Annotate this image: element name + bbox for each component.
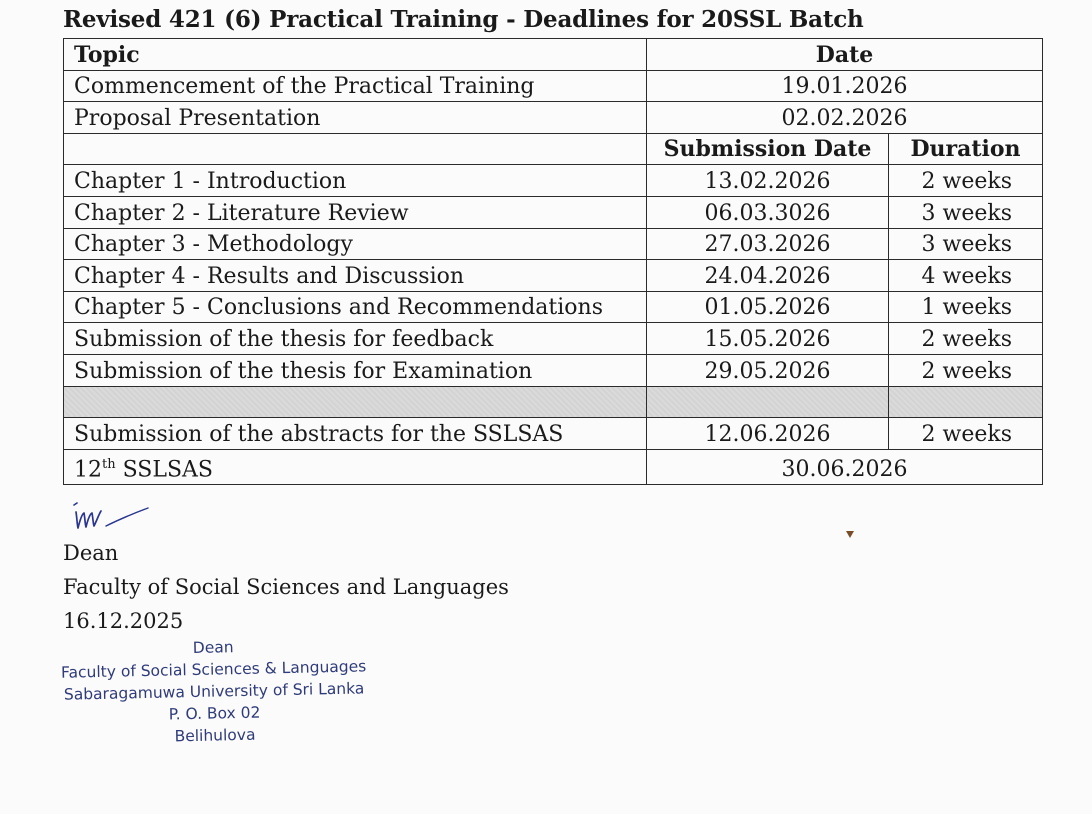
topic-cell: Submission of the thesis for feedback <box>64 323 647 355</box>
topic-cell: Submission of the abstracts for the SSLSAS <box>64 418 647 450</box>
topic-cell: Chapter 3 - Methodology <box>64 228 647 260</box>
ink-speck <box>846 531 854 538</box>
handwritten-signature <box>66 500 156 540</box>
date-cell: 19.01.2026 <box>647 70 1043 102</box>
topic-cell: Chapter 2 - Literature Review <box>64 196 647 228</box>
empty-topic-cell <box>64 133 647 165</box>
table-row <box>64 354 1043 386</box>
topic-cell: Commencement of the Practical Training <box>64 70 647 102</box>
duration-cell: 3 weeks <box>889 196 1043 228</box>
stamp-line: Dean <box>192 638 234 657</box>
submission-date-cell: 15.05.2026 <box>647 323 889 355</box>
date-cell: 02.02.2026 <box>647 102 1043 134</box>
topic-cell: Chapter 5 - Conclusions and Recommendations <box>64 291 647 323</box>
submission-date-cell: 27.03.2026 <box>647 228 889 260</box>
duration-cell: 4 weeks <box>889 260 1043 292</box>
signature-date: 16.12.2025 <box>63 609 184 633</box>
signatory-faculty: Faculty of Social Sciences and Languages <box>63 575 509 599</box>
shaded-cell <box>64 386 647 418</box>
submission-date-cell: 13.02.2026 <box>647 165 889 197</box>
stamp-line: Sabaragamuwa University of Sri Lanka <box>63 679 365 704</box>
table-row <box>64 260 1043 292</box>
duration-header: Duration <box>889 133 1043 165</box>
duration-cell: 3 weeks <box>889 228 1043 260</box>
submission-date-cell: 29.05.2026 <box>647 354 889 386</box>
table-row <box>64 291 1043 323</box>
table-row <box>64 102 1043 134</box>
topic-cell: Chapter 1 - Introduction <box>64 165 647 197</box>
date-cell: 30.06.2026 <box>647 449 1043 484</box>
duration-cell: 1 weeks <box>889 291 1043 323</box>
header-row <box>64 39 1043 71</box>
table-row <box>64 70 1043 102</box>
submission-date-cell: 01.05.2026 <box>647 291 889 323</box>
date-header: Date <box>647 39 1043 71</box>
stamp-line: Faculty of Social Sciences & Languages <box>60 657 367 682</box>
table-row <box>64 323 1043 355</box>
submission-date-header: Submission Date <box>647 133 889 165</box>
duration-cell: 2 weeks <box>889 323 1043 355</box>
signature-block <box>63 536 509 638</box>
duration-cell: 2 weeks <box>889 418 1043 450</box>
deadlines-table <box>63 38 1043 485</box>
stamp-line: Belihulova <box>174 725 256 746</box>
table-row <box>64 228 1043 260</box>
signatory-role: Dean <box>63 541 119 565</box>
table-row <box>64 418 1043 450</box>
document-title: Revised 421 (6) Practical Training - Deadlines for 20SSL Batch <box>63 6 864 33</box>
topic-cell: Submission of the thesis for Examination <box>64 354 647 386</box>
table-row <box>64 196 1043 228</box>
official-stamp <box>48 633 380 750</box>
duration-cell: 2 weeks <box>889 354 1043 386</box>
stamp-line: P. O. Box 02 <box>168 703 261 724</box>
topic-number: 12 <box>74 457 102 483</box>
shaded-separator-row <box>64 386 1043 418</box>
topic-cell: Proposal Presentation <box>64 102 647 134</box>
topic-cell <box>64 449 647 484</box>
topic-header: Topic <box>64 39 647 71</box>
table-row <box>64 165 1043 197</box>
topic-text: SSLSAS <box>115 457 213 483</box>
submission-date-cell: 12.06.2026 <box>647 418 889 450</box>
submission-date-cell: 06.03.3026 <box>647 196 889 228</box>
shaded-cell <box>889 386 1043 418</box>
topic-cell: Chapter 4 - Results and Discussion <box>64 260 647 292</box>
duration-cell: 2 weeks <box>889 165 1043 197</box>
submission-date-cell: 24.04.2026 <box>647 260 889 292</box>
ordinal-suffix: th <box>102 456 116 472</box>
sub-header-row <box>64 133 1043 165</box>
shaded-cell <box>647 386 889 418</box>
table-row <box>64 449 1043 484</box>
